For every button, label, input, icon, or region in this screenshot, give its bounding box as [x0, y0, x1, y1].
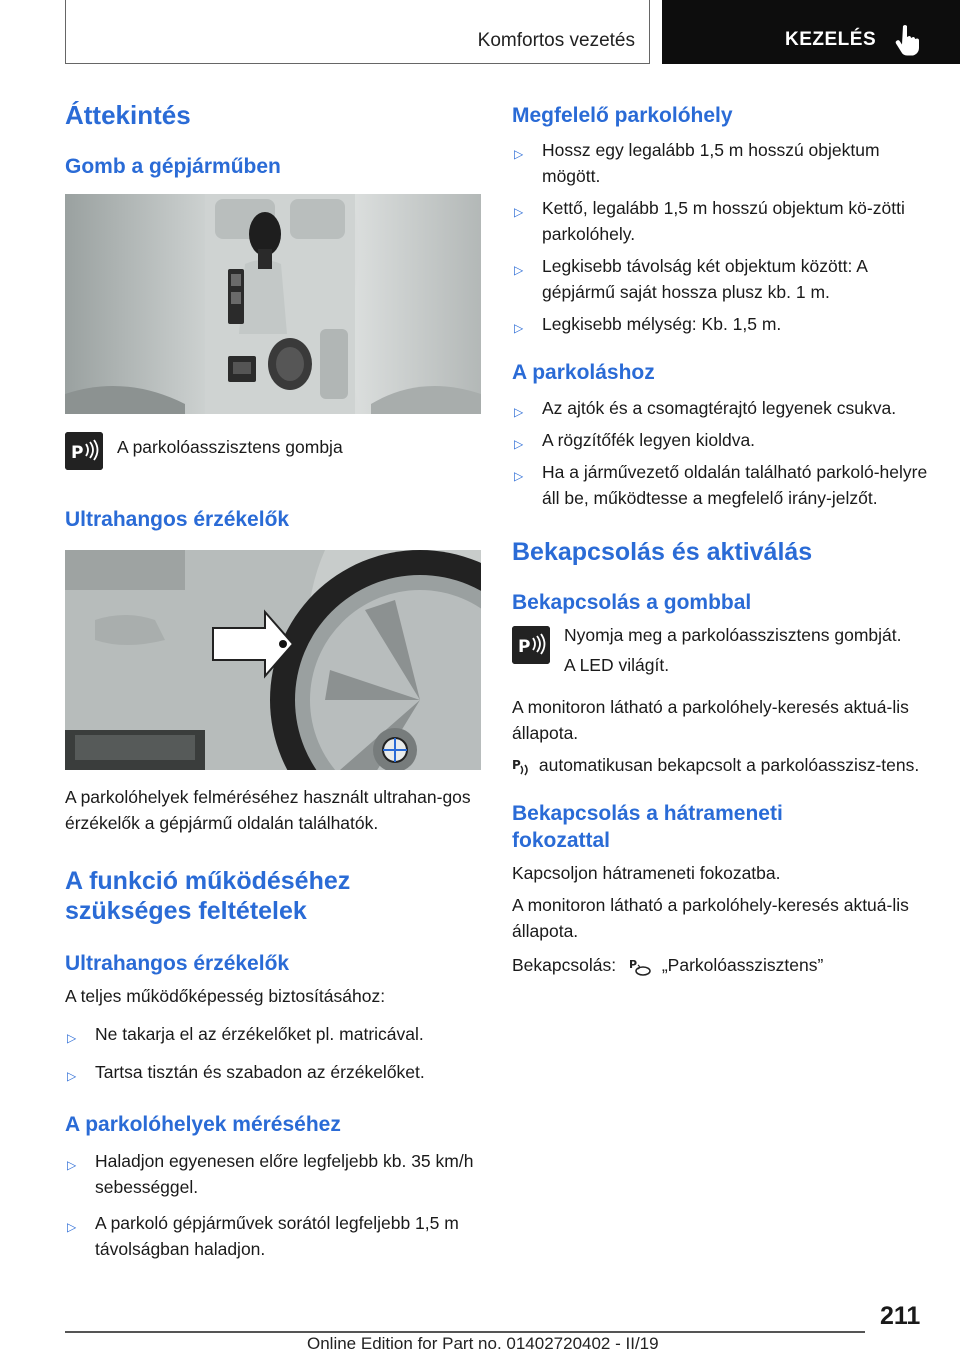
- bullet-triangle-icon: ▷: [67, 1158, 77, 1173]
- list-item: ▷ Hossz egy legalább 1,5 m hosszú objektum mögött.: [514, 140, 880, 187]
- heading-for-parking: A parkoláshoz: [512, 361, 655, 385]
- list-item: ▷ Legkisebb távolság két objektum között: A gépjármű saját hossza plusz kb. 1 m.: [514, 256, 867, 303]
- full-function-text: A teljes működőképesség biztosításához:: [65, 986, 386, 1007]
- list-item: ▷ Haladjon egyenesen előre legfeljebb kb. 35 km/h sebességgel.: [67, 1151, 474, 1198]
- list-item: ▷ Az ajtók és a csomagtérajtó legyenek csukva.: [512, 395, 930, 421]
- heading-activation: Bekapcsolás és aktiválás: [512, 537, 813, 566]
- switch-on-row: [512, 952, 930, 978]
- ultrasonic-sensor-photo: [65, 550, 481, 770]
- svg-text:P: P: [71, 443, 84, 464]
- bullet-triangle-icon: ▷: [514, 468, 524, 483]
- bullet-triangle-icon: ▷: [67, 1031, 77, 1046]
- left-column: [65, 98, 483, 1262]
- park-assist-button-icon: [65, 432, 103, 470]
- heading-ultrasonic-sensors: Ultrahangos érzékelők: [65, 508, 290, 532]
- header-section-title: Komfortos vezetés: [477, 30, 635, 51]
- list-item: ▷ Legkisebb mélység: Kb. 1,5 m.: [512, 311, 930, 337]
- hand-pointer-icon: [895, 24, 921, 56]
- bullet-triangle-icon: ▷: [67, 1220, 77, 1235]
- heading-measure-spaces: A parkolóhelyek méréséhez: [65, 1113, 341, 1137]
- bullet-triangle-icon: ▷: [514, 404, 524, 419]
- bullet-triangle-icon: ▷: [514, 263, 524, 278]
- press-button-text: Nyomja meg a parkolóasszisztens gombját.: [564, 624, 902, 645]
- heading-by-button: Bekapcsolás a gombbal: [512, 590, 752, 614]
- svg-text:P: P: [512, 758, 521, 773]
- page-number: 211: [880, 1302, 921, 1330]
- heading-conditions-line2: szükséges feltételek: [65, 896, 307, 925]
- bullet-triangle-icon: ▷: [67, 1069, 77, 1084]
- list-item: ▷ Kettő, legalább 1,5 m hosszú objektum kö-zötti parkolóhely.: [514, 198, 905, 245]
- heading-suitable-space: Megfelelő parkolóhely: [512, 104, 733, 127]
- button-caption: A parkolóasszisztens gombja: [117, 437, 343, 458]
- sensors-description: A parkolóhelyek felméréséhez használt ultrahan-gos érzékelők a gépjármű oldalán találhatók.: [65, 786, 471, 833]
- list-item: ▷ Ne takarja el az érzékelőket pl. matricával.: [65, 1021, 483, 1047]
- section-title-overview: Áttekintés: [65, 100, 191, 130]
- heading-ultrasonic-sensors-2: Ultrahangos érzékelők: [65, 951, 290, 975]
- list-item: ▷ A parkoló gépjárművek sorától legfeljebb 1,5 m távolságban haladjon.: [67, 1213, 459, 1260]
- park-assist-button-icon: [512, 626, 550, 664]
- monitor-status-text-2: A monitoron látható a parkolóhely-keresés aktuá-lis állapota.: [512, 895, 909, 942]
- bullet-triangle-icon: ▷: [514, 321, 524, 336]
- header-chapter-tab: [662, 0, 960, 64]
- right-column: [512, 98, 930, 978]
- heading-conditions-line1: A funkció működéséhez: [65, 866, 351, 895]
- footer-divider: [65, 1331, 865, 1333]
- heading-button-in-vehicle: Gomb a gépjárműben: [65, 155, 281, 179]
- header-section-box: [65, 0, 650, 64]
- button-caption-row: [65, 432, 483, 472]
- reverse-gear-text: Kapcsoljon hátrameneti fokozatba.: [512, 863, 781, 884]
- heading-reverse-line2: fokozattal: [512, 829, 611, 853]
- heading-reverse-line1: Bekapcsolás a hátrameneti: [512, 801, 783, 825]
- press-button-row: [512, 622, 930, 678]
- switch-on-label: Bekapcsolás:: [512, 955, 617, 976]
- park-assist-car-icon: [629, 957, 651, 977]
- park-assist-symbol-icon: [512, 756, 534, 776]
- console-button-photo: [65, 194, 481, 414]
- list-item: ▷ Ha a járművezető oldalán található parkoló-helyre áll be, működtesse a megfelelő irány-jelzőt.: [514, 461, 928, 508]
- led-text: A LED világít.: [564, 654, 670, 675]
- monitor-status-text: A monitoron látható a parkolóhely-keresés aktuá-lis állapota.: [512, 696, 909, 743]
- bullet-triangle-icon: ▷: [514, 205, 524, 220]
- list-item: ▷ A rögzítőfék legyen kioldva.: [512, 427, 930, 453]
- list-item: ▷ Tartsa tisztán és szabadon az érzékelőket.: [65, 1059, 483, 1085]
- svg-text:P: P: [628, 957, 638, 971]
- header-chapter-title: KEZELÉS: [785, 29, 877, 50]
- bullet-triangle-icon: ▷: [514, 147, 524, 162]
- footer-edition: Online Edition for Part no. 01402720402 - II/19: [307, 1334, 659, 1353]
- bullet-triangle-icon: ▷: [514, 436, 524, 451]
- switch-on-value: „Parkolóasszisztens”: [661, 955, 824, 976]
- svg-text:P: P: [518, 636, 531, 657]
- auto-activated-text: P automatikusan bekapcsolt a parkolóasszisz-tens.: [512, 754, 920, 775]
